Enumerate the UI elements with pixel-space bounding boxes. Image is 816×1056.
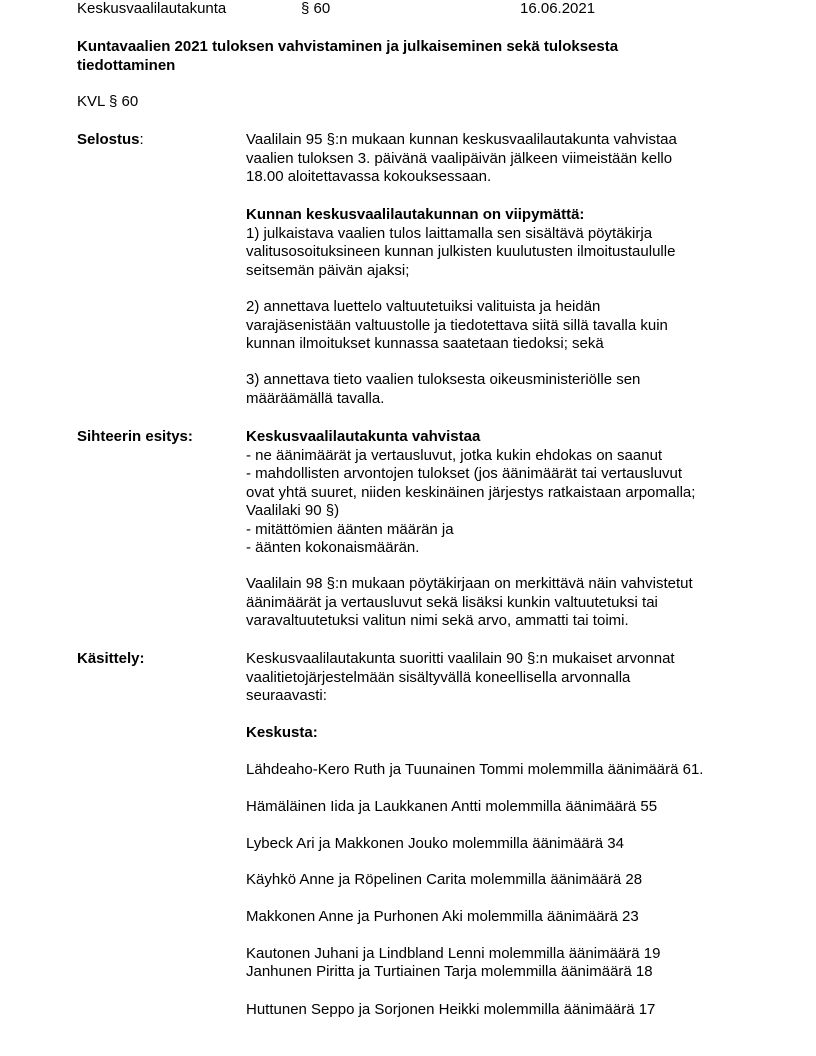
selostus-heading: Kunnan keskusvaalilautakunnan on viipymättä: <box>246 206 585 223</box>
result-line: Hämäläinen Iida ja Laukkanen Antti molemmilla äänimäärä 55 <box>246 798 658 815</box>
title-line-1: Kuntavaalien 2021 tuloksen vahvistaminen ja julkaiseminen sekä tuloksesta <box>77 38 619 55</box>
result-line: Janhunen Piritta ja Turtiainen Tarja molemmilla äänimäärä 18 <box>246 963 653 980</box>
selostus-list: Kunnan keskusvaalilautakunnan on viipymättä: 1) julkaistava vaalien tulos laittamalla sen sisältävä pöytäkirja valitusosoituksineen kunnan julkisten kuulutusten ilmoitustaululle seitsemän päivän ajaksi; <box>246 206 806 280</box>
header-section: § 60 <box>301 0 331 17</box>
kasittely-label: Käsittely: <box>77 650 145 667</box>
result-line: Kautonen Juhani ja Lindbland Lenni molemmilla äänimäärä 19 <box>246 945 661 962</box>
selostus-intro: Vaalilain 95 §:n mukaan kunnan keskusvaalilautakunta vahvistaa vaalien tuloksen 3. päivänä vaalipäivän jälkeen viimeistään kello 18.00 aloitettavassa kokouksessaan. <box>246 131 677 185</box>
document-title <box>77 38 618 75</box>
result-line: Käyhkö Anne ja Röpelinen Carita molemmilla äänimäärä 28 <box>246 871 643 888</box>
result-line: Huttunen Seppo ja Sorjonen Heikki molemmilla äänimäärä 17 <box>246 1001 656 1018</box>
result-line: Lähdeaho-Kero Ruth ja Tuunainen Tommi molemmilla äänimäärä 61. <box>246 761 704 778</box>
esitys-label: Sihteerin esitys: <box>77 428 193 445</box>
selostus-item-2: 2) annettava luettelo valtuutetuiksi valituista ja heidän varajäsenistään valtuustolle ja tiedotettava siitä sillä tavalla kuin kunnan ilmoitukset kunnassa saatetaan tiedoksi; sekä <box>246 298 668 352</box>
party-heading: Keskusta: <box>246 724 318 741</box>
result-line: Makkonen Anne ja Purhonen Aki molemmilla äänimäärä 23 <box>246 908 639 925</box>
result-line: Lybeck Ari ja Makkonen Jouko molemmilla äänimäärä 34 <box>246 835 624 852</box>
esitys-para: Vaalilain 98 §:n mukaan pöytäkirjaan on merkittävä näin vahvistetut äänimäärät ja vertausluvut sekä lisäksi kunkin valtuutetuksi tai varavaltuutetuksi valitun nimi sekä arvo, ammatti tai toimi. <box>246 575 693 629</box>
kasittely-intro: Keskusvaalilautakunta suoritti vaalilain 90 §:n mukaiset arvonnat vaalitietojärjestelmään sisältyvällä koneellisella arvonnalla seuraavasti: <box>246 650 675 704</box>
esitys-heading: Keskusvaalilautakunta vahvistaa <box>246 428 481 445</box>
title-line-2: tiedottaminen <box>77 56 176 74</box>
selostus-label: Selostus: <box>77 131 144 148</box>
header-org: Keskusvaalilautakunta <box>77 0 227 17</box>
esitys-list: Keskusvaalilautakunta vahvistaa - ne äänimäärät ja vertausluvut, jotka kukin ehdokas on saanut - mahdollisten arvontojen tulokset (jos äänimäärät tai vertausluvut ovat yhtä suuret, niiden keskinäinen järjestys ratkaistaan arpomalla; Vaalilaki 90 §) - mitättömien äänten määrän ja - äänten kokonaismäärän. <box>246 428 806 558</box>
reference: KVL § 60 <box>77 93 139 110</box>
selostus-item-3: 3) annettava tieto vaalien tuloksesta oikeusministeriölle sen määräämällä tavalla. <box>246 371 641 407</box>
header-date: 16.06.2021 <box>520 0 596 17</box>
